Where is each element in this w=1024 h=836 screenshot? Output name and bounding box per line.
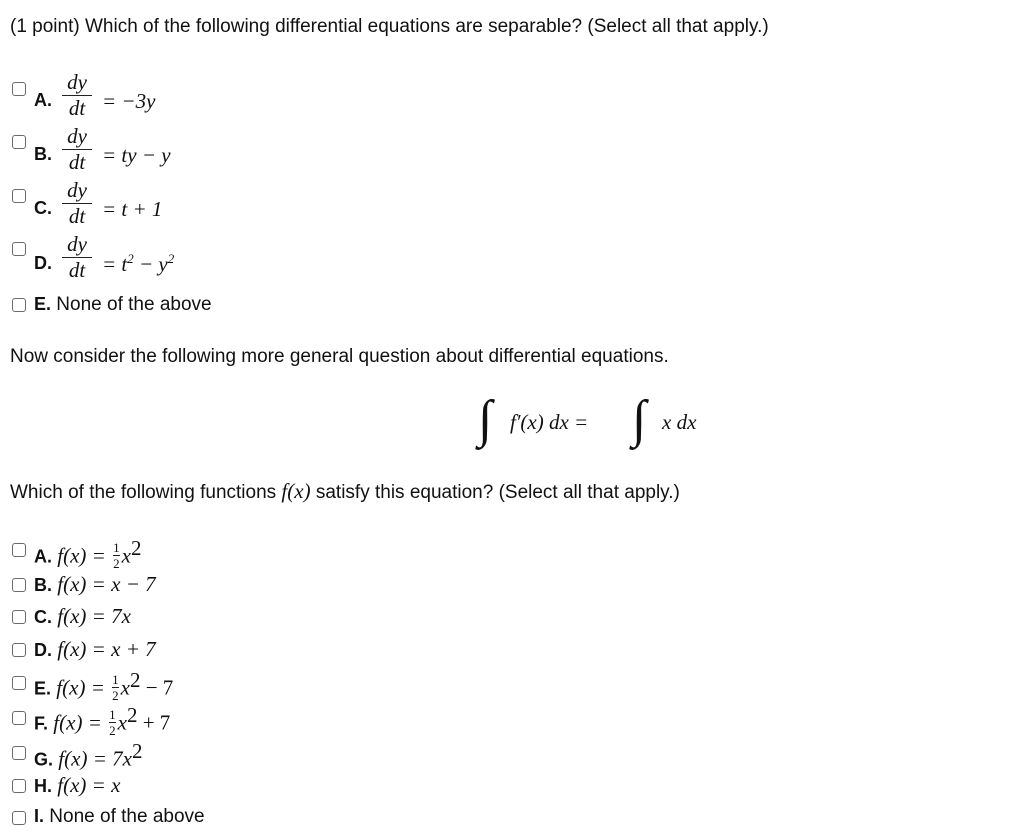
q1-option-c-fraction (62, 180, 92, 226)
fraction-denominator: dt (68, 150, 86, 174)
q2-option-c-checkbox[interactable] (12, 610, 26, 624)
integral-sign-left: ∫ (478, 391, 493, 448)
q2-option-c: C. f(x) = 7x (34, 604, 131, 628)
q2-option-f-checkbox[interactable] (12, 711, 26, 725)
q1-option-b-label: B. (34, 144, 52, 164)
q1-option-b-fraction (62, 126, 92, 172)
q2-option-b: B. f(x) = x − 7 (34, 572, 156, 596)
fraction-numerator: dy (67, 124, 87, 148)
q1-option-b-rhs: = ty − y (102, 143, 171, 167)
q1-option-e-checkbox[interactable] (12, 298, 26, 312)
q2-option-e: E. $f(x) = \frac{1}{2}x^2 - 7$ (34, 668, 174, 704)
fraction-numerator: dy (67, 70, 87, 94)
q1-option-a-fraction (62, 72, 92, 118)
q2-option-g-checkbox[interactable] (12, 746, 26, 760)
q1-option-a-label: A. (34, 90, 52, 110)
q1-option-c-label: C. (34, 198, 52, 218)
q2-option-i: I. None of the above (34, 806, 205, 827)
q2-option-f: F. $f(x) = \frac{1}{2}x^2 + 7$ (34, 703, 171, 739)
q2-option-a: A. $f(x) = \frac{1}{2}x^2$ (34, 536, 142, 572)
equation-left: f′(x) dx = (510, 410, 589, 434)
fraction-denominator: dt (68, 96, 86, 120)
q1-option-a-rhs: = −3y (102, 89, 156, 113)
q1-option-c-rhs: = t + 1 (102, 197, 163, 221)
q1-option-e: E. None of the above (34, 294, 212, 315)
fraction-denominator: dt (68, 204, 86, 228)
q2-option-b-checkbox[interactable] (12, 578, 26, 592)
question-2-prompt: Which of the following functions f(x) satisfy this equation? (Select all that apply.) (10, 479, 680, 503)
q2-option-g: G. $f(x) = 7x^2$ (34, 739, 143, 771)
q1-option-d-label: D. (34, 253, 52, 273)
q1-option-a-checkbox[interactable] (12, 82, 26, 96)
general-intro: Now consider the following more general question about differential equations. (10, 346, 669, 367)
fraction-denominator: dt (68, 258, 86, 282)
q2-option-h-checkbox[interactable] (12, 779, 26, 793)
q2-option-h: H. f(x) = x (34, 773, 121, 797)
q1-option-d-fraction (62, 234, 92, 280)
q1-option-c-checkbox[interactable] (12, 189, 26, 203)
question-1-prompt: (1 point) Which of the following differential equations are separable? (Select all that apply.) (10, 16, 769, 37)
q2-option-a-checkbox[interactable] (12, 543, 26, 557)
q2-option-d-checkbox[interactable] (12, 643, 26, 657)
fraction-numerator: dy (67, 178, 87, 202)
q1-option-d-rhs: = $t^2 - y^2$ (102, 251, 175, 276)
fraction-numerator: dy (67, 232, 87, 256)
q1-option-d-checkbox[interactable] (12, 242, 26, 256)
q1-option-b-checkbox[interactable] (12, 135, 26, 149)
q2-option-i-checkbox[interactable] (12, 811, 26, 825)
integral-sign-right: ∫ (632, 391, 647, 448)
q2-option-e-checkbox[interactable] (12, 676, 26, 690)
equation-right: x dx (662, 410, 697, 434)
q2-option-d: D. f(x) = x + 7 (34, 637, 156, 661)
